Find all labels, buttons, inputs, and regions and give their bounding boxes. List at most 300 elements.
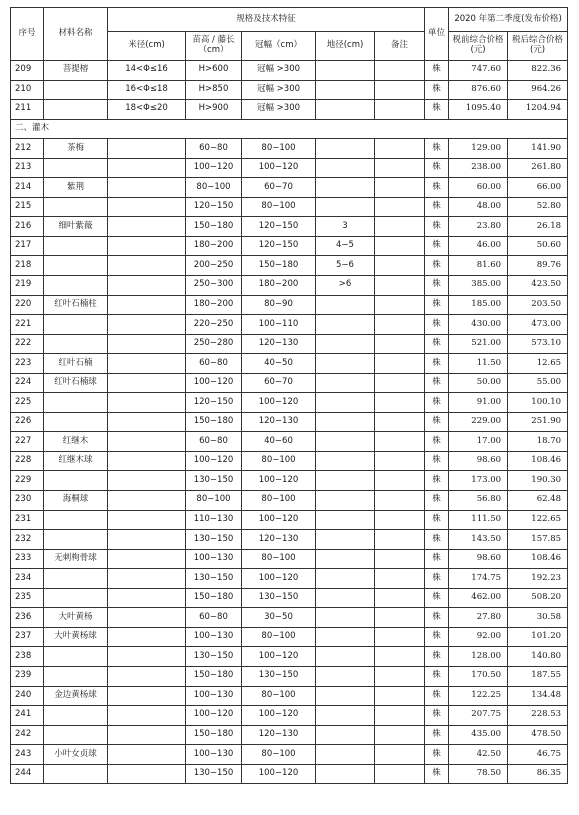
cell-material-name: 菩提榕 (44, 61, 108, 81)
cell-material-name (44, 276, 108, 296)
cell-unit: 株 (425, 412, 449, 432)
cell-crown: 80−100 (242, 686, 316, 706)
cell-height: 130−150 (186, 647, 242, 667)
cell-pre-tax-price: 81.60 (449, 256, 508, 276)
cell-note (375, 178, 425, 198)
cell-material-name: 茶梅 (44, 139, 108, 159)
cell-ground-diameter: 4−5 (316, 236, 375, 256)
cell-height: 180−200 (186, 236, 242, 256)
cell-material-name: 紫荆 (44, 178, 108, 198)
cell-diameter (108, 373, 186, 393)
cell-ground-diameter (316, 61, 375, 81)
cell-ground-diameter (316, 100, 375, 120)
cell-pre-tax-price: 385.00 (449, 276, 508, 296)
table-row (11, 510, 568, 530)
cell-height: 150−180 (186, 412, 242, 432)
cell-note (375, 432, 425, 452)
cell-material-name (44, 315, 108, 335)
table-row (11, 608, 568, 628)
cell-no: 216 (11, 217, 44, 237)
cell-crown: 80−100 (242, 549, 316, 569)
cell-ground-diameter (316, 588, 375, 608)
cell-ground-diameter (316, 295, 375, 315)
cell-no: 226 (11, 412, 44, 432)
cell-note (375, 276, 425, 296)
cell-post-tax-price: 50.60 (508, 236, 568, 256)
cell-height: 150−180 (186, 666, 242, 686)
cell-pre-tax-price: 876.60 (449, 80, 508, 100)
header-height: 苗高 / 藤长（cm） (186, 32, 242, 61)
cell-note (375, 686, 425, 706)
cell-diameter (108, 725, 186, 745)
cell-unit: 株 (425, 666, 449, 686)
cell-pre-tax-price: 98.60 (449, 549, 508, 569)
cell-post-tax-price: 964.26 (508, 80, 568, 100)
cell-ground-diameter (316, 197, 375, 217)
cell-ground-diameter (316, 725, 375, 745)
cell-ground-diameter (316, 686, 375, 706)
cell-note (375, 608, 425, 628)
cell-unit: 株 (425, 569, 449, 589)
cell-height: 100−130 (186, 745, 242, 765)
cell-pre-tax-price: 747.60 (449, 61, 508, 81)
table-header (11, 8, 568, 61)
cell-material-name (44, 412, 108, 432)
cell-ground-diameter (316, 354, 375, 374)
cell-material-name: 金边黄杨球 (44, 686, 108, 706)
cell-no: 222 (11, 334, 44, 354)
table-body (11, 61, 568, 784)
cell-note (375, 61, 425, 81)
cell-ground-diameter (316, 666, 375, 686)
cell-diameter (108, 745, 186, 765)
cell-material-name: 大叶黄杨球 (44, 627, 108, 647)
cell-height: 150−180 (186, 217, 242, 237)
cell-unit: 株 (425, 510, 449, 530)
cell-material-name (44, 588, 108, 608)
cell-post-tax-price: 12.65 (508, 354, 568, 374)
header-note: 备注 (375, 32, 425, 61)
cell-post-tax-price: 478.50 (508, 725, 568, 745)
cell-material-name: 细叶紫薇 (44, 217, 108, 237)
cell-post-tax-price: 66.00 (508, 178, 568, 198)
table-row (11, 334, 568, 354)
cell-material-name (44, 764, 108, 784)
cell-material-name: 无刺枸骨球 (44, 549, 108, 569)
cell-unit: 株 (425, 451, 449, 471)
cell-post-tax-price: 108.46 (508, 549, 568, 569)
cell-unit: 株 (425, 588, 449, 608)
cell-pre-tax-price: 435.00 (449, 725, 508, 745)
cell-material-name: 红继木球 (44, 451, 108, 471)
cell-unit: 株 (425, 686, 449, 706)
cell-post-tax-price: 46.75 (508, 745, 568, 765)
cell-no: 224 (11, 373, 44, 393)
cell-ground-diameter (316, 139, 375, 159)
cell-pre-tax-price: 238.00 (449, 158, 508, 178)
cell-height: 100−130 (186, 686, 242, 706)
cell-post-tax-price: 100.10 (508, 393, 568, 413)
cell-crown: 冠幅 >300 (242, 80, 316, 100)
cell-height: 120−150 (186, 393, 242, 413)
cell-pre-tax-price: 185.00 (449, 295, 508, 315)
table-row (11, 139, 568, 159)
cell-material-name: 红叶石楠柱 (44, 295, 108, 315)
cell-pre-tax-price: 78.50 (449, 764, 508, 784)
cell-no: 240 (11, 686, 44, 706)
cell-no: 211 (11, 100, 44, 120)
cell-diameter (108, 295, 186, 315)
cell-diameter (108, 588, 186, 608)
header-unit: 单位 (425, 8, 449, 61)
cell-pre-tax-price: 23.80 (449, 217, 508, 237)
cell-diameter (108, 569, 186, 589)
cell-crown: 80−100 (242, 197, 316, 217)
cell-pre-tax-price: 46.00 (449, 236, 508, 256)
cell-note (375, 217, 425, 237)
cell-note (375, 666, 425, 686)
cell-pre-tax-price: 430.00 (449, 315, 508, 335)
table-row (11, 158, 568, 178)
cell-pre-tax-price: 11.50 (449, 354, 508, 374)
cell-height: 100−130 (186, 549, 242, 569)
table-row (11, 61, 568, 81)
cell-crown: 80−100 (242, 745, 316, 765)
cell-unit: 株 (425, 256, 449, 276)
cell-crown: 30−50 (242, 608, 316, 628)
cell-note (375, 393, 425, 413)
section-title: 二、灌木 (11, 119, 568, 139)
cell-crown: 80−100 (242, 491, 316, 511)
cell-post-tax-price: 101.20 (508, 627, 568, 647)
cell-crown: 100−120 (242, 510, 316, 530)
cell-crown: 80−90 (242, 295, 316, 315)
cell-note (375, 491, 425, 511)
cell-ground-diameter (316, 471, 375, 491)
cell-no: 220 (11, 295, 44, 315)
header-no: 序号 (11, 8, 44, 61)
cell-pre-tax-price: 60.00 (449, 178, 508, 198)
cell-diameter (108, 334, 186, 354)
cell-post-tax-price: 190.30 (508, 471, 568, 491)
cell-crown: 100−120 (242, 647, 316, 667)
cell-diameter (108, 510, 186, 530)
cell-unit: 株 (425, 373, 449, 393)
cell-ground-diameter (316, 412, 375, 432)
cell-post-tax-price: 423.50 (508, 276, 568, 296)
cell-height: 60−80 (186, 608, 242, 628)
cell-unit: 株 (425, 80, 449, 100)
cell-note (375, 295, 425, 315)
cell-crown: 130−150 (242, 666, 316, 686)
cell-note (375, 412, 425, 432)
cell-ground-diameter: >6 (316, 276, 375, 296)
cell-material-name (44, 530, 108, 550)
cell-ground-diameter (316, 627, 375, 647)
cell-crown: 120−130 (242, 725, 316, 745)
cell-material-name (44, 666, 108, 686)
cell-pre-tax-price: 17.00 (449, 432, 508, 452)
table-row (11, 217, 568, 237)
cell-unit: 株 (425, 491, 449, 511)
cell-diameter (108, 432, 186, 452)
cell-ground-diameter (316, 608, 375, 628)
cell-note (375, 373, 425, 393)
cell-diameter (108, 158, 186, 178)
header-price-group: 2020 年第二季度(发布价格) (449, 8, 568, 32)
cell-no: 225 (11, 393, 44, 413)
cell-pre-tax-price: 173.00 (449, 471, 508, 491)
cell-crown: 80−100 (242, 139, 316, 159)
cell-diameter: 18<Φ≤20 (108, 100, 186, 120)
cell-ground-diameter (316, 451, 375, 471)
cell-no: 217 (11, 236, 44, 256)
cell-material-name (44, 197, 108, 217)
cell-diameter (108, 276, 186, 296)
cell-post-tax-price: 251.90 (508, 412, 568, 432)
cell-material-name (44, 334, 108, 354)
cell-diameter (108, 236, 186, 256)
cell-diameter: 16<Φ≤18 (108, 80, 186, 100)
cell-no: 228 (11, 451, 44, 471)
cell-material-name: 小叶女贞球 (44, 745, 108, 765)
cell-material-name: 红叶石楠 (44, 354, 108, 374)
cell-height: 80−100 (186, 491, 242, 511)
table-row (11, 295, 568, 315)
cell-post-tax-price: 62.48 (508, 491, 568, 511)
cell-height: H>850 (186, 80, 242, 100)
cell-height: H>600 (186, 61, 242, 81)
cell-ground-diameter (316, 393, 375, 413)
cell-unit: 株 (425, 471, 449, 491)
table-row (11, 588, 568, 608)
cell-crown: 120−150 (242, 236, 316, 256)
cell-post-tax-price: 822.36 (508, 61, 568, 81)
cell-height: 250−280 (186, 334, 242, 354)
cell-height: 100−120 (186, 158, 242, 178)
cell-no: 234 (11, 569, 44, 589)
cell-material-name: 红叶石楠球 (44, 373, 108, 393)
cell-post-tax-price: 261.80 (508, 158, 568, 178)
cell-ground-diameter (316, 647, 375, 667)
cell-pre-tax-price: 174.75 (449, 569, 508, 589)
cell-note (375, 334, 425, 354)
cell-unit: 株 (425, 139, 449, 159)
cell-ground-diameter (316, 530, 375, 550)
cell-no: 219 (11, 276, 44, 296)
cell-note (375, 139, 425, 159)
cell-pre-tax-price: 128.00 (449, 647, 508, 667)
table-row (11, 315, 568, 335)
cell-ground-diameter (316, 178, 375, 198)
cell-height: 100−130 (186, 627, 242, 647)
cell-post-tax-price: 52.80 (508, 197, 568, 217)
cell-pre-tax-price: 207.75 (449, 706, 508, 726)
section-row (11, 119, 568, 139)
table-row (11, 725, 568, 745)
cell-unit: 株 (425, 764, 449, 784)
cell-crown: 100−120 (242, 471, 316, 491)
cell-no: 232 (11, 530, 44, 550)
cell-ground-diameter (316, 315, 375, 335)
cell-height: 60−80 (186, 139, 242, 159)
cell-diameter (108, 491, 186, 511)
cell-crown: 60−70 (242, 178, 316, 198)
cell-unit: 株 (425, 295, 449, 315)
cell-pre-tax-price: 50.00 (449, 373, 508, 393)
cell-diameter (108, 647, 186, 667)
cell-post-tax-price: 187.55 (508, 666, 568, 686)
cell-material-name (44, 256, 108, 276)
cell-diameter (108, 549, 186, 569)
cell-pre-tax-price: 92.00 (449, 627, 508, 647)
header-spec-group: 规格及技术特征 (108, 8, 425, 32)
header-pre-tax-price: 税前综合价格(元) (449, 32, 508, 61)
cell-no: 241 (11, 706, 44, 726)
cell-no: 221 (11, 315, 44, 335)
cell-diameter (108, 706, 186, 726)
cell-diameter (108, 315, 186, 335)
cell-pre-tax-price: 229.00 (449, 412, 508, 432)
cell-unit: 株 (425, 549, 449, 569)
cell-note (375, 471, 425, 491)
cell-post-tax-price: 30.58 (508, 608, 568, 628)
header-post-tax-price: 税后综合价格(元) (508, 32, 568, 61)
cell-no: 233 (11, 549, 44, 569)
cell-diameter (108, 627, 186, 647)
table-row (11, 80, 568, 100)
cell-note (375, 354, 425, 374)
cell-material-name (44, 393, 108, 413)
cell-no: 212 (11, 139, 44, 159)
table-row (11, 627, 568, 647)
cell-height: 110−130 (186, 510, 242, 530)
cell-height: 150−180 (186, 588, 242, 608)
cell-diameter (108, 178, 186, 198)
cell-note (375, 451, 425, 471)
cell-no: 239 (11, 666, 44, 686)
cell-post-tax-price: 108.46 (508, 451, 568, 471)
cell-ground-diameter (316, 432, 375, 452)
cell-pre-tax-price: 91.00 (449, 393, 508, 413)
cell-post-tax-price: 508.20 (508, 588, 568, 608)
cell-material-name (44, 100, 108, 120)
cell-post-tax-price: 228.53 (508, 706, 568, 726)
cell-crown: 180−200 (242, 276, 316, 296)
cell-diameter (108, 197, 186, 217)
cell-unit: 株 (425, 236, 449, 256)
cell-crown: 40−50 (242, 354, 316, 374)
cell-crown: 100−120 (242, 393, 316, 413)
cell-unit: 株 (425, 334, 449, 354)
cell-height: 120−150 (186, 197, 242, 217)
cell-post-tax-price: 157.85 (508, 530, 568, 550)
cell-crown: 冠幅 >300 (242, 100, 316, 120)
cell-pre-tax-price: 462.00 (449, 588, 508, 608)
cell-unit: 株 (425, 432, 449, 452)
cell-diameter (108, 530, 186, 550)
cell-ground-diameter (316, 491, 375, 511)
cell-unit: 株 (425, 315, 449, 335)
table-row (11, 256, 568, 276)
cell-pre-tax-price: 98.60 (449, 451, 508, 471)
cell-note (375, 647, 425, 667)
cell-crown: 40−60 (242, 432, 316, 452)
cell-note (375, 80, 425, 100)
cell-unit: 株 (425, 706, 449, 726)
cell-diameter (108, 393, 186, 413)
cell-height: 130−150 (186, 764, 242, 784)
table-row (11, 549, 568, 569)
cell-diameter (108, 764, 186, 784)
cell-crown: 80−100 (242, 451, 316, 471)
cell-height: 100−120 (186, 706, 242, 726)
cell-ground-diameter (316, 549, 375, 569)
cell-note (375, 158, 425, 178)
table-row (11, 745, 568, 765)
cell-pre-tax-price: 42.50 (449, 745, 508, 765)
cell-no: 235 (11, 588, 44, 608)
cell-note (375, 706, 425, 726)
cell-height: 200−250 (186, 256, 242, 276)
cell-unit: 株 (425, 217, 449, 237)
table-row (11, 647, 568, 667)
cell-height: H>900 (186, 100, 242, 120)
cell-no: 231 (11, 510, 44, 530)
header-ground-diameter: 地径(cm) (316, 32, 375, 61)
cell-diameter (108, 412, 186, 432)
cell-height: 220−250 (186, 315, 242, 335)
table-row (11, 569, 568, 589)
cell-ground-diameter: 5−6 (316, 256, 375, 276)
cell-ground-diameter (316, 569, 375, 589)
cell-note (375, 725, 425, 745)
cell-height: 60−80 (186, 354, 242, 374)
cell-unit: 株 (425, 608, 449, 628)
cell-no: 238 (11, 647, 44, 667)
table-row (11, 354, 568, 374)
cell-note (375, 764, 425, 784)
cell-unit: 株 (425, 745, 449, 765)
cell-ground-diameter (316, 764, 375, 784)
cell-diameter (108, 666, 186, 686)
cell-post-tax-price: 192.23 (508, 569, 568, 589)
cell-diameter (108, 354, 186, 374)
cell-note (375, 530, 425, 550)
cell-height: 100−120 (186, 373, 242, 393)
cell-material-name (44, 471, 108, 491)
cell-no: 244 (11, 764, 44, 784)
cell-pre-tax-price: 1095.40 (449, 100, 508, 120)
cell-unit: 株 (425, 100, 449, 120)
cell-unit: 株 (425, 725, 449, 745)
cell-diameter (108, 139, 186, 159)
cell-diameter (108, 608, 186, 628)
cell-ground-diameter (316, 373, 375, 393)
cell-height: 180−200 (186, 295, 242, 315)
cell-post-tax-price: 18.70 (508, 432, 568, 452)
cell-diameter: 14<Φ≤16 (108, 61, 186, 81)
cell-post-tax-price: 141.90 (508, 139, 568, 159)
cell-crown: 120−150 (242, 217, 316, 237)
cell-no: 215 (11, 197, 44, 217)
cell-ground-diameter (316, 334, 375, 354)
cell-post-tax-price: 55.00 (508, 373, 568, 393)
table-row (11, 491, 568, 511)
cell-material-name (44, 647, 108, 667)
table-row (11, 197, 568, 217)
cell-note (375, 549, 425, 569)
